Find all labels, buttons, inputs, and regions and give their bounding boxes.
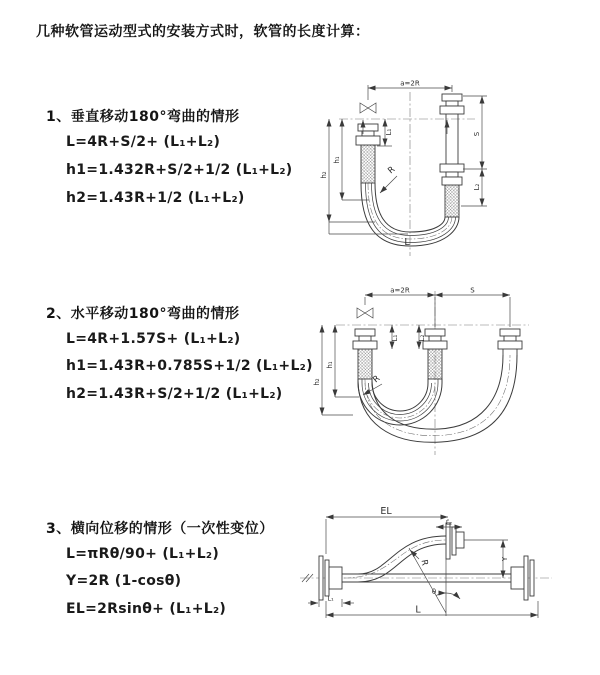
dimension-labels: [327, 506, 509, 616]
left-flange-fitting: [356, 124, 380, 145]
right-pipe-stub: [503, 349, 517, 355]
formula-line: L=πRθ/90+ (L₁+L₂): [66, 546, 220, 562]
formula-line: L=4R+S/2+ (L₁+L₂): [66, 134, 221, 150]
diagram-lateral-displacement: [298, 503, 600, 643]
formula-line: EL=2Rsinθ+ (L₁+L₂): [66, 601, 227, 617]
label-r: R: [386, 164, 398, 177]
section-3-heading: 3、横向位移的情形（一次性变位）: [46, 521, 274, 537]
label-r: R: [371, 373, 383, 386]
left-flange: [319, 556, 342, 600]
middle-flange-fitting: [423, 329, 447, 349]
right-pipe: [446, 114, 458, 164]
label-h2: h₂: [313, 378, 321, 386]
formula-line: h2=1.43R+S/2+1/2 (L₁+L₂): [66, 386, 283, 402]
right-flange-fitting: [498, 329, 522, 349]
label-l1: L₁: [327, 594, 334, 603]
label-h1: h₁: [333, 156, 341, 164]
formula-line: Y=2R (1-cosθ): [66, 573, 182, 589]
label-r: R: [418, 558, 430, 567]
label-theta: θ: [431, 588, 437, 596]
upper-flange: [446, 523, 464, 559]
label-a-2r: a=2R: [400, 79, 420, 88]
diagram-horizontal-180-bend: [311, 283, 600, 461]
page-title: 几种软管运动型式的安装方式时，软管的长度计算：: [36, 24, 370, 40]
section-1-heading: 1、垂直移动180°弯曲的情形: [46, 109, 240, 125]
label-s: S: [470, 286, 475, 295]
formula-line: h1=1.432R+S/2+1/2 (L₁+L₂): [66, 162, 293, 178]
label-el: EL: [380, 506, 392, 517]
dimension-lines: [322, 295, 510, 415]
right-flange: [511, 556, 534, 600]
diagram-vertical-180-bend: [313, 72, 585, 260]
label-l2: L₂: [418, 334, 426, 342]
label-l: L: [415, 604, 421, 616]
dimension-labels: [313, 287, 475, 386]
formula-line: h1=1.43R+0.785S+1/2 (L₁+L₂): [66, 358, 313, 374]
formula-line: h2=1.43R+1/2 (L₁+L₂): [66, 190, 245, 206]
right-top-flange-fitting: [440, 94, 464, 114]
label-l1: L₁: [391, 334, 399, 342]
dimension-lines: [308, 517, 538, 618]
label-h1: h₁: [326, 361, 334, 369]
formula-line: L=4R+1.57S+ (L₁+L₂): [66, 331, 241, 347]
label-h2: h₂: [320, 171, 328, 179]
label-l: L: [404, 237, 410, 248]
valve-icon: [360, 103, 376, 113]
label-s: S: [473, 131, 481, 137]
braided-sections: [358, 349, 442, 379]
hose-s-curve: [344, 536, 446, 582]
label-l2: L₂: [473, 183, 481, 191]
label-a-2r: a=2R: [390, 286, 410, 295]
valve-icon: [357, 308, 373, 318]
section-2-heading: 2、水平移动180°弯曲的情形: [46, 306, 240, 322]
label-y: Y: [501, 556, 509, 562]
right-mid-flange-fitting: [440, 164, 464, 185]
label-l2: L₂: [445, 518, 453, 527]
label-l1: L₁: [385, 128, 393, 136]
left-flange-fitting: [353, 329, 377, 349]
